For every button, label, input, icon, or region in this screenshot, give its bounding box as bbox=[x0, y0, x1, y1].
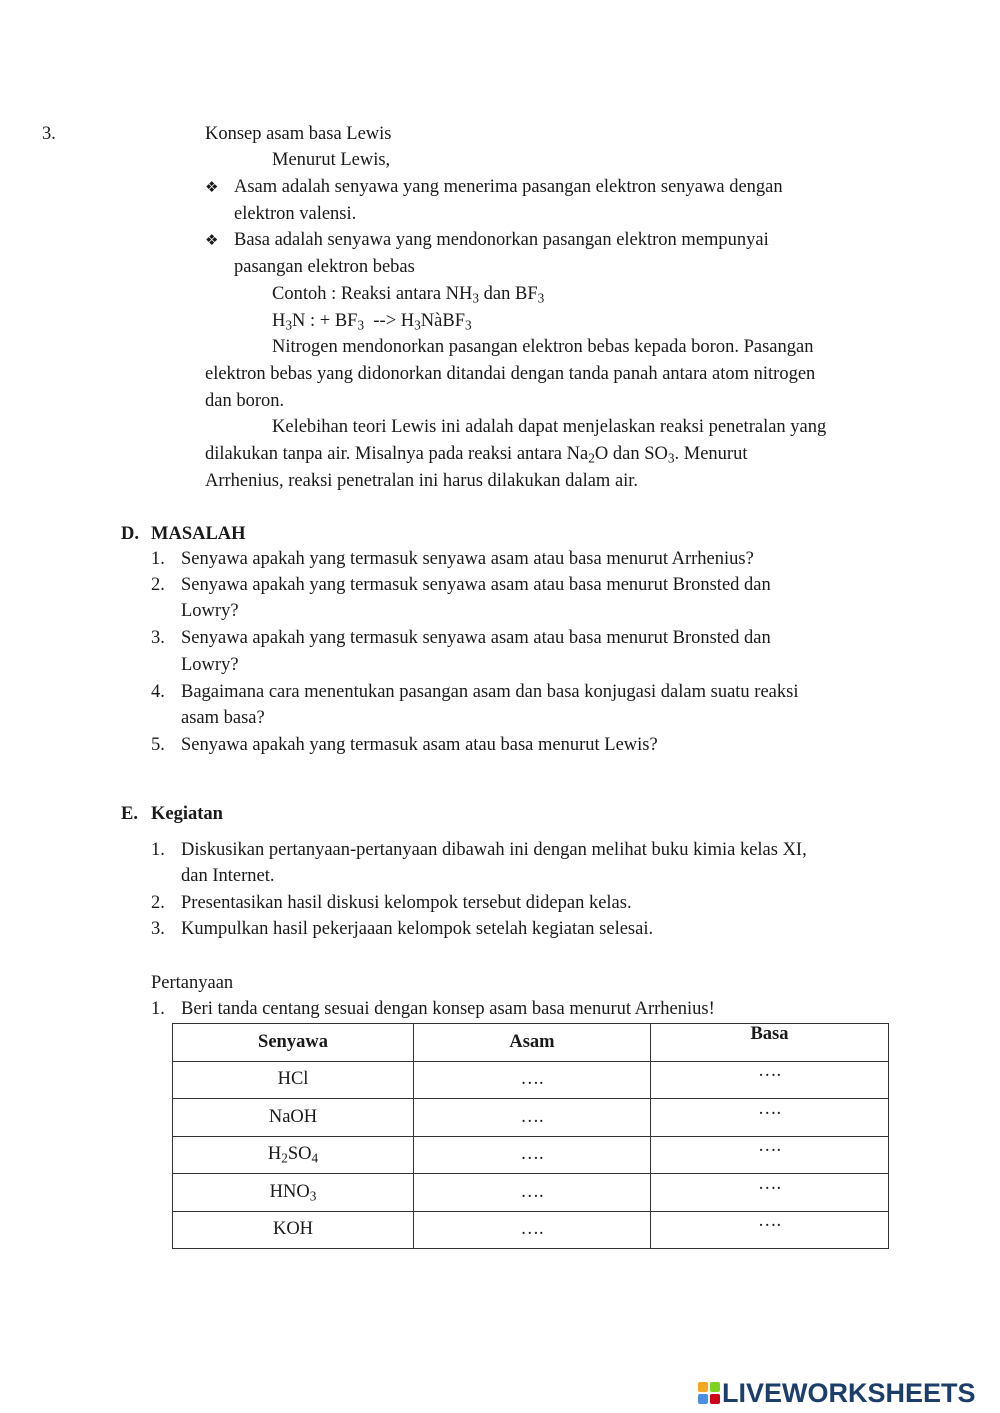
list-item-number: 3. bbox=[151, 919, 165, 939]
asam-cell[interactable]: …. bbox=[414, 1174, 651, 1212]
basa-cell[interactable]: …. bbox=[651, 1136, 889, 1174]
list-item: Bagaimana cara menentukan pasangan asam dan basa konjugasi dalam suatu reaksi bbox=[181, 682, 799, 702]
sectionE-title: Kegiatan bbox=[151, 804, 223, 824]
para1-line3: dan boron. bbox=[205, 391, 285, 411]
section3-title: Konsep asam basa Lewis bbox=[205, 124, 392, 144]
list-item-continuation: Lowry? bbox=[181, 655, 239, 675]
list-item-continuation: asam basa? bbox=[181, 708, 265, 728]
sectionD-title: MASALAH bbox=[151, 524, 246, 544]
table-row bbox=[173, 1174, 889, 1212]
table-header-row bbox=[173, 1024, 889, 1062]
para2-line1: Kelebihan teori Lewis ini adalah dapat menjelaskan reaksi penetralan yang bbox=[272, 417, 827, 437]
asam-cell[interactable]: …. bbox=[414, 1211, 651, 1249]
list-item-continuation: dan Internet. bbox=[181, 866, 275, 886]
header-senyawa: Senyawa bbox=[173, 1024, 414, 1062]
diamond-bullet-icon: ❖ bbox=[205, 178, 219, 196]
list-item: Presentasikan hasil diskusi kelompok tersebut didepan kelas. bbox=[181, 893, 632, 913]
list-item-number: 4. bbox=[151, 682, 165, 702]
list-item-number: 1. bbox=[151, 549, 165, 569]
list-item-number: 2. bbox=[151, 893, 165, 913]
answer-table bbox=[172, 1023, 889, 1249]
pertanyaan-label: Pertanyaan bbox=[151, 973, 234, 993]
section3-intro: Menurut Lewis, bbox=[272, 150, 391, 170]
sectionD-letter: D. bbox=[121, 524, 139, 544]
para2-line3: Arrhenius, reaksi penetralan ini harus dilakukan dalam air. bbox=[205, 471, 639, 491]
liveworksheets-wordmark: LIVEWORKSHEETS bbox=[722, 1378, 976, 1408]
sectionE-letter: E. bbox=[121, 804, 138, 824]
section3-number: 3. bbox=[42, 124, 56, 144]
basa-cell[interactable]: …. bbox=[651, 1061, 889, 1099]
list-item-number: 5. bbox=[151, 735, 165, 755]
reaction-equation: $H_3N$ : + $BF_3$ --> $H_3NàBF_3$ bbox=[272, 311, 472, 333]
compound-cell: KOH bbox=[173, 1211, 414, 1249]
basa-cell[interactable]: …. bbox=[651, 1211, 889, 1249]
example-text: Contoh : Reaksi antara $NH_3$ dan $BF_3$ bbox=[272, 284, 545, 306]
list-item-number: 3. bbox=[151, 628, 165, 648]
basa-cell[interactable]: …. bbox=[651, 1174, 889, 1212]
bullet2-line1: Basa adalah senyawa yang mendonorkan pasangan elektron mempunyai bbox=[234, 230, 769, 250]
compound-cell: NaOH bbox=[173, 1099, 414, 1137]
table-row bbox=[173, 1211, 889, 1249]
list-item: Kumpulkan hasil pekerjaaan kelompok setelah kegiatan selesai. bbox=[181, 919, 654, 939]
list-item: Senyawa apakah yang termasuk asam atau basa menurut Lewis? bbox=[181, 735, 658, 755]
question-number: 1. bbox=[151, 999, 165, 1019]
compound-cell: HCl bbox=[173, 1061, 414, 1099]
list-item: Diskusikan pertanyaan-pertanyaan dibawah ini dengan melihat buku kimia kelas XI, bbox=[181, 840, 807, 860]
diamond-bullet-icon: ❖ bbox=[205, 231, 219, 249]
list-item: Senyawa apakah yang termasuk senyawa asam atau basa menurut Arrhenius? bbox=[181, 549, 754, 569]
para1-line2: elektron bebas yang didonorkan ditandai dengan tanda panah antara atom nitrogen bbox=[205, 364, 816, 384]
table-row bbox=[173, 1136, 889, 1174]
list-item: Senyawa apakah yang termasuk senyawa asam atau basa menurut Bronsted dan bbox=[181, 575, 771, 595]
table-row bbox=[173, 1061, 889, 1099]
bullet2-line2: pasangan elektron bebas bbox=[234, 257, 415, 277]
bullet1-line2: elektron valensi. bbox=[234, 204, 357, 224]
basa-cell[interactable]: …. bbox=[651, 1099, 889, 1137]
list-item-number: 2. bbox=[151, 575, 165, 595]
list-item-continuation: Lowry? bbox=[181, 601, 239, 621]
compound-cell: $HNO_3$ bbox=[173, 1174, 414, 1212]
list-item-number: 1. bbox=[151, 840, 165, 860]
asam-cell[interactable]: …. bbox=[414, 1061, 651, 1099]
question-text: Beri tanda centang sesuai dengan konsep asam basa menurut Arrhenius! bbox=[181, 999, 715, 1019]
para1-line1: Nitrogen mendonorkan pasangan elektron bebas kepada boron. Pasangan bbox=[272, 337, 814, 357]
liveworksheets-icon bbox=[698, 1382, 720, 1404]
asam-cell[interactable]: …. bbox=[414, 1099, 651, 1137]
para2-line2: dilakukan tanpa air. Misalnya pada reaksi antara $Na_2O$ dan $SO_3$. Menurut bbox=[205, 444, 748, 466]
compound-cell: $H_2SO_4$ bbox=[173, 1136, 414, 1174]
asam-cell[interactable]: …. bbox=[414, 1136, 651, 1174]
bullet1-line1: Asam adalah senyawa yang menerima pasangan elektron senyawa dengan bbox=[234, 177, 783, 197]
table-row bbox=[173, 1099, 889, 1137]
header-basa: Basa bbox=[651, 1024, 889, 1062]
header-asam: Asam bbox=[414, 1024, 651, 1062]
list-item: Senyawa apakah yang termasuk senyawa asam atau basa menurut Bronsted dan bbox=[181, 628, 771, 648]
